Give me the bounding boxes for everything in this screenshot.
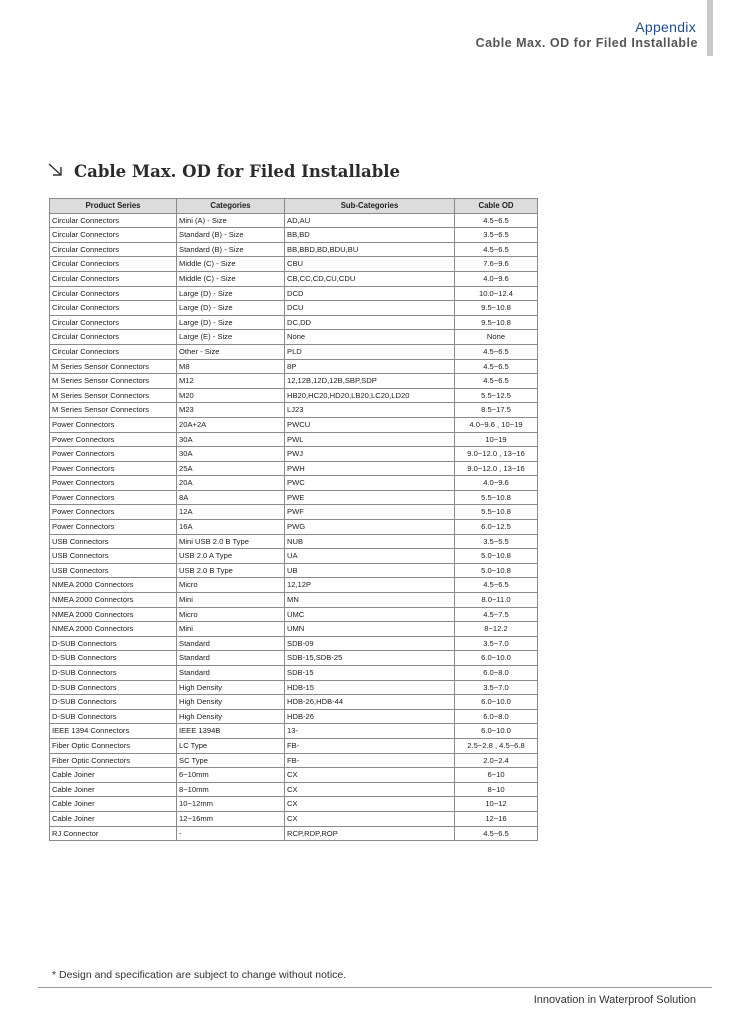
cell-sub-category: PWE: [285, 490, 455, 505]
cell-product-series: M Series Sensor Connectors: [50, 374, 177, 389]
cell-category: Large (D) - Size: [177, 315, 285, 330]
cell-product-series: USB Connectors: [50, 549, 177, 564]
footnote: * Design and specification are subject to change without notice.: [52, 969, 347, 981]
table-row: [50, 432, 538, 447]
cell-category: Standard (B) - Size: [177, 228, 285, 243]
cell-category: Middle (C) - Size: [177, 271, 285, 286]
cell-sub-category: HB20,HC20,HD20,LB20,LC20,LD20: [285, 388, 455, 403]
cell-sub-category: 12,12P: [285, 578, 455, 593]
page-header-subtitle: Cable Max. OD for Filed Installable: [475, 36, 698, 50]
cell-cable-od: 9.5~10.8: [455, 301, 538, 316]
cell-cable-od: 3.5~5.5: [455, 534, 538, 549]
table-row: [50, 301, 538, 316]
cell-cable-od: 5.0~10.8: [455, 549, 538, 564]
cell-cable-od: 2.0~2.4: [455, 753, 538, 768]
footer-tagline: Innovation in Waterproof Solution: [533, 994, 696, 1006]
cell-cable-od: 4.5~6.5: [455, 374, 538, 389]
cell-category: Middle (C) - Size: [177, 257, 285, 272]
cell-category: Standard: [177, 666, 285, 681]
column-header-categories: Categories: [177, 199, 285, 214]
cell-sub-category: RCP,RDP,ROP: [285, 826, 455, 841]
cell-cable-od: 2.5~2.8 , 4.5~6.8: [455, 738, 538, 753]
cell-sub-category: UMN: [285, 622, 455, 637]
table-row: [50, 403, 538, 418]
table-row: [50, 768, 538, 783]
cell-product-series: IEEE 1394 Connectors: [50, 724, 177, 739]
cell-cable-od: 4.0~9.6 , 10~19: [455, 417, 538, 432]
cell-category: 20A: [177, 476, 285, 491]
table-body: [50, 213, 538, 841]
cell-product-series: M Series Sensor Connectors: [50, 403, 177, 418]
cell-category: 12~16mm: [177, 811, 285, 826]
cell-sub-category: None: [285, 330, 455, 345]
cell-sub-category: CX: [285, 797, 455, 812]
table-row: [50, 578, 538, 593]
table-row: [50, 724, 538, 739]
column-header-product-series: Product Series: [50, 199, 177, 214]
cell-category: 20A+2A: [177, 417, 285, 432]
cell-product-series: Circular Connectors: [50, 242, 177, 257]
cell-category: 8A: [177, 490, 285, 505]
cell-product-series: Power Connectors: [50, 447, 177, 462]
cell-category: 8~10mm: [177, 782, 285, 797]
cell-category: High Density: [177, 680, 285, 695]
cell-product-series: Circular Connectors: [50, 213, 177, 228]
cell-product-series: Fiber Optic Connectors: [50, 738, 177, 753]
table-row: [50, 709, 538, 724]
cell-sub-category: NUB: [285, 534, 455, 549]
cell-category: M12: [177, 374, 285, 389]
cell-category: Standard: [177, 651, 285, 666]
cell-cable-od: 6.0~10.0: [455, 695, 538, 710]
cell-sub-category: CX: [285, 782, 455, 797]
cell-sub-category: 12,12B,12D,12B,SBP,SDP: [285, 374, 455, 389]
cell-cable-od: 8~12.2: [455, 622, 538, 637]
table-row: [50, 753, 538, 768]
cell-category: Standard (B) - Size: [177, 242, 285, 257]
cell-product-series: Power Connectors: [50, 490, 177, 505]
table-row: [50, 228, 538, 243]
cell-sub-category: MN: [285, 593, 455, 608]
cell-sub-category: SDB-09: [285, 636, 455, 651]
cell-product-series: Circular Connectors: [50, 286, 177, 301]
cell-cable-od: 4.5~6.5: [455, 826, 538, 841]
cell-product-series: Cable Joiner: [50, 811, 177, 826]
cell-product-series: NMEA 2000 Connectors: [50, 578, 177, 593]
cell-cable-od: 6.0~10.0: [455, 651, 538, 666]
column-header-cable-od: Cable OD: [455, 199, 538, 214]
table-row: [50, 213, 538, 228]
cell-product-series: RJ Connector: [50, 826, 177, 841]
cell-category: High Density: [177, 709, 285, 724]
table-row: [50, 505, 538, 520]
cell-cable-od: 9.5~10.8: [455, 315, 538, 330]
table-row: [50, 476, 538, 491]
cell-sub-category: CB,CC,CD,CU,CDU: [285, 271, 455, 286]
cell-sub-category: BB,BD: [285, 228, 455, 243]
header-accent-bar: [707, 0, 713, 56]
table-row: [50, 782, 538, 797]
cell-category: LC Type: [177, 738, 285, 753]
cell-product-series: Circular Connectors: [50, 271, 177, 286]
cell-sub-category: PWL: [285, 432, 455, 447]
cell-sub-category: SDB-15: [285, 666, 455, 681]
cell-product-series: NMEA 2000 Connectors: [50, 622, 177, 637]
cell-product-series: Circular Connectors: [50, 228, 177, 243]
cell-cable-od: 4.5~6.5: [455, 578, 538, 593]
page-header-title: Appendix: [635, 19, 696, 35]
cell-product-series: Cable Joiner: [50, 782, 177, 797]
cell-cable-od: 8~10: [455, 782, 538, 797]
cell-cable-od: 9.0~12.0 , 13~16: [455, 447, 538, 462]
cell-cable-od: 9.0~12.0 , 13~16: [455, 461, 538, 476]
cell-sub-category: PWC: [285, 476, 455, 491]
table-row: [50, 417, 538, 432]
table-row: [50, 271, 538, 286]
cable-od-table: [49, 198, 538, 841]
cell-cable-od: 4.0~9.6: [455, 476, 538, 491]
cell-sub-category: PLD: [285, 344, 455, 359]
cell-cable-od: 3.5~6.5: [455, 228, 538, 243]
cell-category: 30A: [177, 447, 285, 462]
cell-product-series: D-SUB Connectors: [50, 636, 177, 651]
table-row: [50, 593, 538, 608]
cell-sub-category: SDB-15,SDB-25: [285, 651, 455, 666]
cell-sub-category: 13-: [285, 724, 455, 739]
cell-category: Micro: [177, 607, 285, 622]
cell-product-series: Cable Joiner: [50, 768, 177, 783]
cell-category: Standard: [177, 636, 285, 651]
cell-sub-category: 8P: [285, 359, 455, 374]
cell-sub-category: LJ23: [285, 403, 455, 418]
cell-sub-category: UA: [285, 549, 455, 564]
cell-product-series: M Series Sensor Connectors: [50, 388, 177, 403]
table-row: [50, 563, 538, 578]
cell-product-series: Circular Connectors: [50, 315, 177, 330]
cell-sub-category: UMC: [285, 607, 455, 622]
cell-product-series: Cable Joiner: [50, 797, 177, 812]
cell-category: M23: [177, 403, 285, 418]
cell-cable-od: 7.6~9.6: [455, 257, 538, 272]
cell-product-series: NMEA 2000 Connectors: [50, 607, 177, 622]
cell-sub-category: BB,BBD,BD,BDU,BU: [285, 242, 455, 257]
table-row: [50, 461, 538, 476]
down-right-arrow-icon: [48, 162, 68, 181]
cell-product-series: Circular Connectors: [50, 344, 177, 359]
cell-sub-category: AD,AU: [285, 213, 455, 228]
cell-cable-od: 3.5~7.0: [455, 636, 538, 651]
cell-category: USB 2.0 B Type: [177, 563, 285, 578]
cell-cable-od: 6.0~12.5: [455, 520, 538, 535]
table-row: [50, 520, 538, 535]
cell-category: 6~10mm: [177, 768, 285, 783]
table-row: [50, 257, 538, 272]
footer-divider: [38, 987, 712, 988]
cell-cable-od: 10~12: [455, 797, 538, 812]
cell-sub-category: CX: [285, 768, 455, 783]
table-row: [50, 315, 538, 330]
table-row: [50, 680, 538, 695]
cell-category: Large (D) - Size: [177, 286, 285, 301]
cell-cable-od: 4.5~6.5: [455, 213, 538, 228]
cell-sub-category: DCU: [285, 301, 455, 316]
cell-cable-od: 5.5~12.5: [455, 388, 538, 403]
cell-category: 25A: [177, 461, 285, 476]
cell-sub-category: PWJ: [285, 447, 455, 462]
cell-cable-od: 8.5~17.5: [455, 403, 538, 418]
section-heading: [48, 162, 400, 181]
cell-category: IEEE 1394B: [177, 724, 285, 739]
cell-sub-category: CX: [285, 811, 455, 826]
table-row: [50, 622, 538, 637]
table-row: [50, 811, 538, 826]
cell-category: Large (D) - Size: [177, 301, 285, 316]
cell-cable-od: 10~19: [455, 432, 538, 447]
cell-category: 16A: [177, 520, 285, 535]
table-row: [50, 666, 538, 681]
table-row: [50, 549, 538, 564]
table-row: [50, 374, 538, 389]
cell-cable-od: 4.5~6.5: [455, 344, 538, 359]
cell-sub-category: DCD: [285, 286, 455, 301]
cell-cable-od: 6.0~10.0: [455, 724, 538, 739]
cell-category: M20: [177, 388, 285, 403]
cell-product-series: Fiber Optic Connectors: [50, 753, 177, 768]
cell-category: Large (E) - Size: [177, 330, 285, 345]
table-row: [50, 330, 538, 345]
cell-product-series: D-SUB Connectors: [50, 709, 177, 724]
cell-category: Mini: [177, 622, 285, 637]
cell-cable-od: 5.5~10.8: [455, 505, 538, 520]
table-row: [50, 636, 538, 651]
cell-sub-category: PWG: [285, 520, 455, 535]
cell-cable-od: 6.0~8.0: [455, 709, 538, 724]
cell-product-series: D-SUB Connectors: [50, 651, 177, 666]
cell-product-series: D-SUB Connectors: [50, 666, 177, 681]
cell-product-series: Power Connectors: [50, 476, 177, 491]
cell-category: Other - Size: [177, 344, 285, 359]
cell-cable-od: 6~10: [455, 768, 538, 783]
cell-sub-category: FB-: [285, 738, 455, 753]
cell-product-series: Circular Connectors: [50, 301, 177, 316]
cell-sub-category: HDB-26: [285, 709, 455, 724]
table-row: [50, 607, 538, 622]
cell-category: High Density: [177, 695, 285, 710]
table-header-row: [50, 199, 538, 214]
cell-product-series: Power Connectors: [50, 432, 177, 447]
cell-category: 10~12mm: [177, 797, 285, 812]
section-title: Cable Max. OD for Filed Installable: [74, 162, 400, 181]
cell-cable-od: 12~16: [455, 811, 538, 826]
cell-sub-category: UB: [285, 563, 455, 578]
cell-sub-category: FB-: [285, 753, 455, 768]
cell-product-series: M Series Sensor Connectors: [50, 359, 177, 374]
cell-category: Micro: [177, 578, 285, 593]
cell-cable-od: 5.0~10.8: [455, 563, 538, 578]
cell-product-series: NMEA 2000 Connectors: [50, 593, 177, 608]
cell-category: Mini USB 2.0 B Type: [177, 534, 285, 549]
cell-category: Mini: [177, 593, 285, 608]
cell-product-series: Power Connectors: [50, 520, 177, 535]
cell-cable-od: 4.5~6.5: [455, 242, 538, 257]
table-row: [50, 651, 538, 666]
cell-category: 30A: [177, 432, 285, 447]
column-header-sub-categories: Sub-Categories: [285, 199, 455, 214]
cell-product-series: Circular Connectors: [50, 257, 177, 272]
cell-product-series: Power Connectors: [50, 461, 177, 476]
cell-sub-category: HDB-15: [285, 680, 455, 695]
cell-category: USB 2.0 A Type: [177, 549, 285, 564]
table-row: [50, 534, 538, 549]
cell-product-series: USB Connectors: [50, 563, 177, 578]
cell-cable-od: 5.5~10.8: [455, 490, 538, 505]
cell-sub-category: PWF: [285, 505, 455, 520]
cell-cable-od: 6.0~8.0: [455, 666, 538, 681]
table-row: [50, 344, 538, 359]
cell-category: M8: [177, 359, 285, 374]
table-row: [50, 490, 538, 505]
cell-sub-category: HDB-26,HDB-44: [285, 695, 455, 710]
table-row: [50, 242, 538, 257]
cell-cable-od: 8.0~11.0: [455, 593, 538, 608]
cell-product-series: Power Connectors: [50, 417, 177, 432]
cell-category: -: [177, 826, 285, 841]
cell-cable-od: 10.0~12.4: [455, 286, 538, 301]
cell-cable-od: 3.5~7.0: [455, 680, 538, 695]
cell-category: SC Type: [177, 753, 285, 768]
table-row: [50, 695, 538, 710]
cell-sub-category: CBU: [285, 257, 455, 272]
cell-cable-od: 4.0~9.6: [455, 271, 538, 286]
table-row: [50, 359, 538, 374]
cell-category: 12A: [177, 505, 285, 520]
table-row: [50, 797, 538, 812]
cell-product-series: D-SUB Connectors: [50, 680, 177, 695]
cell-category: Mini (A) - Size: [177, 213, 285, 228]
cell-sub-category: DC,DD: [285, 315, 455, 330]
cell-sub-category: PWCU: [285, 417, 455, 432]
cell-cable-od: 4.5~6.5: [455, 359, 538, 374]
cell-cable-od: None: [455, 330, 538, 345]
cell-product-series: USB Connectors: [50, 534, 177, 549]
cell-product-series: Circular Connectors: [50, 330, 177, 345]
cell-cable-od: 4.5~7.5: [455, 607, 538, 622]
cell-product-series: Power Connectors: [50, 505, 177, 520]
cell-product-series: D-SUB Connectors: [50, 695, 177, 710]
table-row: [50, 447, 538, 462]
table-row: [50, 286, 538, 301]
table-row: [50, 826, 538, 841]
table-row: [50, 388, 538, 403]
table-row: [50, 738, 538, 753]
cell-sub-category: PWH: [285, 461, 455, 476]
